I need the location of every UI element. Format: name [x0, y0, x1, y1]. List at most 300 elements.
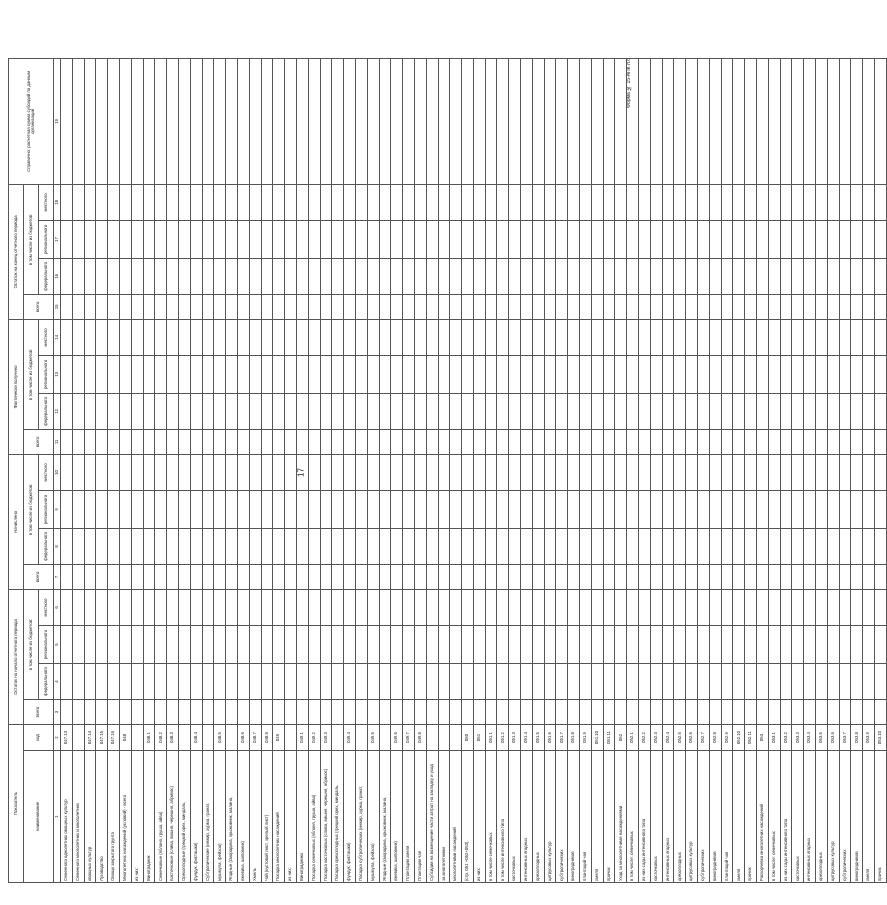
value-cell[interactable]	[709, 490, 721, 528]
value-cell[interactable]	[190, 429, 202, 454]
value-cell[interactable]	[119, 528, 131, 564]
value-cell[interactable]	[674, 564, 686, 589]
value-cell[interactable]	[84, 663, 96, 699]
value-cell[interactable]	[874, 184, 886, 220]
value-cell[interactable]	[450, 699, 462, 724]
value-cell[interactable]	[155, 429, 167, 454]
value-cell[interactable]	[202, 58, 214, 184]
value-cell[interactable]	[473, 699, 485, 724]
value-cell[interactable]	[792, 184, 804, 220]
value-cell[interactable]	[308, 393, 320, 429]
value-cell[interactable]	[391, 625, 403, 663]
value-cell[interactable]	[780, 355, 792, 393]
value-cell[interactable]	[414, 528, 426, 564]
value-cell[interactable]	[603, 355, 615, 393]
value-cell[interactable]	[391, 454, 403, 490]
value-cell[interactable]	[497, 58, 509, 184]
value-cell[interactable]	[167, 625, 179, 663]
value-cell[interactable]	[379, 220, 391, 258]
value-cell[interactable]	[131, 663, 143, 699]
value-cell[interactable]	[119, 699, 131, 724]
value-cell[interactable]	[108, 699, 120, 724]
value-cell[interactable]	[591, 454, 603, 490]
value-cell[interactable]	[178, 528, 190, 564]
value-cell[interactable]	[273, 220, 285, 258]
value-cell[interactable]	[273, 589, 285, 625]
value-cell[interactable]	[521, 589, 533, 625]
value-cell[interactable]	[273, 528, 285, 564]
value-cell[interactable]	[851, 454, 863, 490]
value-cell[interactable]	[450, 663, 462, 699]
value-cell[interactable]	[391, 564, 403, 589]
value-cell[interactable]	[414, 454, 426, 490]
value-cell[interactable]	[143, 184, 155, 220]
value-cell[interactable]	[96, 319, 108, 355]
value-cell[interactable]	[426, 625, 438, 663]
value-cell[interactable]	[497, 528, 509, 564]
value-cell[interactable]	[874, 393, 886, 429]
value-cell[interactable]	[698, 699, 710, 724]
value-cell[interactable]	[698, 319, 710, 355]
value-cell[interactable]	[249, 393, 261, 429]
value-cell[interactable]	[532, 393, 544, 429]
value-cell[interactable]	[367, 429, 379, 454]
value-cell[interactable]	[874, 58, 886, 184]
value-cell[interactable]	[568, 184, 580, 220]
value-cell[interactable]	[237, 355, 249, 393]
value-cell[interactable]	[804, 699, 816, 724]
value-cell[interactable]	[509, 564, 521, 589]
value-cell[interactable]	[119, 589, 131, 625]
value-cell[interactable]	[827, 258, 839, 294]
value-cell[interactable]	[780, 58, 792, 184]
value-cell[interactable]	[532, 699, 544, 724]
value-cell[interactable]	[438, 528, 450, 564]
value-cell[interactable]	[403, 454, 415, 490]
value-cell[interactable]	[344, 699, 356, 724]
value-cell[interactable]	[792, 454, 804, 490]
value-cell[interactable]	[662, 490, 674, 528]
value-cell[interactable]	[839, 490, 851, 528]
value-cell[interactable]	[674, 490, 686, 528]
value-cell[interactable]	[733, 429, 745, 454]
value-cell[interactable]	[591, 429, 603, 454]
value-cell[interactable]	[308, 528, 320, 564]
value-cell[interactable]	[438, 58, 450, 184]
value-cell[interactable]	[450, 429, 462, 454]
value-cell[interactable]	[273, 699, 285, 724]
value-cell[interactable]	[143, 454, 155, 490]
value-cell[interactable]	[615, 564, 627, 589]
value-cell[interactable]	[131, 58, 143, 184]
value-cell[interactable]	[485, 355, 497, 393]
value-cell[interactable]	[273, 184, 285, 220]
value-cell[interactable]	[296, 625, 308, 663]
value-cell[interactable]	[698, 258, 710, 294]
value-cell[interactable]	[839, 294, 851, 319]
value-cell[interactable]	[61, 490, 73, 528]
value-cell[interactable]	[367, 625, 379, 663]
value-cell[interactable]	[190, 528, 202, 564]
value-cell[interactable]	[414, 258, 426, 294]
value-cell[interactable]	[403, 258, 415, 294]
value-cell[interactable]	[202, 429, 214, 454]
value-cell[interactable]	[285, 454, 297, 490]
value-cell[interactable]	[462, 58, 474, 184]
value-cell[interactable]	[662, 294, 674, 319]
value-cell[interactable]	[827, 564, 839, 589]
value-cell[interactable]	[296, 58, 308, 184]
value-cell[interactable]	[344, 319, 356, 355]
value-cell[interactable]	[167, 319, 179, 355]
value-cell[interactable]	[473, 184, 485, 220]
value-cell[interactable]	[686, 564, 698, 589]
value-cell[interactable]	[804, 258, 816, 294]
value-cell[interactable]	[556, 589, 568, 625]
value-cell[interactable]	[438, 355, 450, 393]
value-cell[interactable]	[285, 319, 297, 355]
value-cell[interactable]	[686, 220, 698, 258]
value-cell[interactable]	[285, 58, 297, 184]
value-cell[interactable]	[863, 663, 875, 699]
value-cell[interactable]	[96, 490, 108, 528]
value-cell[interactable]	[379, 355, 391, 393]
value-cell[interactable]	[497, 258, 509, 294]
value-cell[interactable]	[580, 258, 592, 294]
value-cell[interactable]	[178, 220, 190, 258]
value-cell[interactable]	[745, 490, 757, 528]
value-cell[interactable]	[863, 564, 875, 589]
value-cell[interactable]	[296, 454, 308, 490]
value-cell[interactable]	[662, 564, 674, 589]
value-cell[interactable]	[355, 294, 367, 319]
value-cell[interactable]	[686, 528, 698, 564]
value-cell[interactable]	[768, 564, 780, 589]
value-cell[interactable]	[367, 58, 379, 184]
value-cell[interactable]	[768, 220, 780, 258]
value-cell[interactable]	[214, 429, 226, 454]
value-cell[interactable]	[296, 589, 308, 625]
value-cell[interactable]	[320, 355, 332, 393]
value-cell[interactable]	[379, 258, 391, 294]
value-cell[interactable]	[839, 393, 851, 429]
value-cell[interactable]	[155, 294, 167, 319]
value-cell[interactable]	[485, 490, 497, 528]
value-cell[interactable]	[214, 319, 226, 355]
value-cell[interactable]	[190, 663, 202, 699]
value-cell[interactable]	[108, 58, 120, 184]
value-cell[interactable]	[167, 58, 179, 184]
value-cell[interactable]	[827, 429, 839, 454]
value-cell[interactable]	[521, 319, 533, 355]
value-cell[interactable]	[745, 454, 757, 490]
value-cell[interactable]	[285, 220, 297, 258]
value-cell[interactable]	[344, 355, 356, 393]
value-cell[interactable]	[485, 429, 497, 454]
value-cell[interactable]	[143, 699, 155, 724]
value-cell[interactable]	[226, 564, 238, 589]
value-cell[interactable]	[391, 58, 403, 184]
value-cell[interactable]	[84, 58, 96, 184]
value-cell[interactable]	[391, 294, 403, 319]
value-cell[interactable]	[580, 58, 592, 184]
value-cell[interactable]	[84, 589, 96, 625]
value-cell[interactable]	[320, 454, 332, 490]
value-cell[interactable]	[119, 625, 131, 663]
value-cell[interactable]	[96, 184, 108, 220]
value-cell[interactable]	[414, 220, 426, 258]
value-cell[interactable]	[108, 663, 120, 699]
value-cell[interactable]	[709, 699, 721, 724]
value-cell[interactable]	[155, 564, 167, 589]
value-cell[interactable]	[237, 454, 249, 490]
value-cell[interactable]	[580, 564, 592, 589]
value-cell[interactable]	[296, 220, 308, 258]
value-cell[interactable]	[249, 589, 261, 625]
value-cell[interactable]	[627, 393, 639, 429]
value-cell[interactable]	[709, 454, 721, 490]
value-cell[interactable]	[816, 589, 828, 625]
value-cell[interactable]	[403, 625, 415, 663]
value-cell[interactable]	[226, 454, 238, 490]
value-cell[interactable]	[627, 625, 639, 663]
value-cell[interactable]	[615, 355, 627, 393]
value-cell[interactable]	[804, 528, 816, 564]
value-cell[interactable]	[745, 319, 757, 355]
value-cell[interactable]	[391, 319, 403, 355]
value-cell[interactable]	[285, 393, 297, 429]
value-cell[interactable]	[61, 355, 73, 393]
value-cell[interactable]	[84, 564, 96, 589]
value-cell[interactable]	[72, 319, 84, 355]
value-cell[interactable]	[214, 454, 226, 490]
value-cell[interactable]	[155, 184, 167, 220]
value-cell[interactable]	[497, 294, 509, 319]
value-cell[interactable]	[355, 454, 367, 490]
value-cell[interactable]	[674, 454, 686, 490]
value-cell[interactable]	[237, 564, 249, 589]
value-cell[interactable]	[733, 663, 745, 699]
value-cell[interactable]	[627, 184, 639, 220]
value-cell[interactable]	[403, 220, 415, 258]
value-cell[interactable]	[332, 220, 344, 258]
value-cell[interactable]	[650, 625, 662, 663]
value-cell[interactable]	[226, 393, 238, 429]
value-cell[interactable]	[131, 454, 143, 490]
value-cell[interactable]	[568, 589, 580, 625]
value-cell[interactable]	[237, 294, 249, 319]
value-cell[interactable]	[96, 294, 108, 319]
value-cell[interactable]	[591, 258, 603, 294]
value-cell[interactable]	[450, 258, 462, 294]
value-cell[interactable]	[863, 490, 875, 528]
value-cell[interactable]	[768, 294, 780, 319]
value-cell[interactable]	[509, 625, 521, 663]
value-cell[interactable]	[178, 393, 190, 429]
value-cell[interactable]	[61, 184, 73, 220]
value-cell[interactable]	[780, 490, 792, 528]
value-cell[interactable]	[308, 294, 320, 319]
value-cell[interactable]	[674, 393, 686, 429]
value-cell[interactable]	[721, 258, 733, 294]
value-cell[interactable]	[721, 393, 733, 429]
value-cell[interactable]	[839, 699, 851, 724]
value-cell[interactable]	[108, 220, 120, 258]
value-cell[interactable]	[662, 429, 674, 454]
value-cell[interactable]	[344, 220, 356, 258]
value-cell[interactable]	[379, 294, 391, 319]
value-cell[interactable]	[155, 490, 167, 528]
value-cell[interactable]	[639, 564, 651, 589]
value-cell[interactable]	[874, 220, 886, 258]
value-cell[interactable]	[119, 319, 131, 355]
value-cell[interactable]	[698, 454, 710, 490]
value-cell[interactable]	[367, 564, 379, 589]
value-cell[interactable]	[615, 528, 627, 564]
value-cell[interactable]	[745, 528, 757, 564]
value-cell[interactable]	[273, 355, 285, 393]
value-cell[interactable]	[497, 393, 509, 429]
value-cell[interactable]	[745, 58, 757, 184]
value-cell[interactable]	[816, 393, 828, 429]
value-cell[interactable]	[143, 355, 155, 393]
value-cell[interactable]	[780, 294, 792, 319]
value-cell[interactable]	[285, 663, 297, 699]
value-cell[interactable]	[733, 319, 745, 355]
value-cell[interactable]	[827, 184, 839, 220]
value-cell[interactable]	[296, 319, 308, 355]
value-cell[interactable]	[639, 58, 651, 184]
value-cell[interactable]	[84, 355, 96, 393]
value-cell[interactable]	[462, 319, 474, 355]
value-cell[interactable]	[391, 184, 403, 220]
value-cell[interactable]	[96, 564, 108, 589]
value-cell[interactable]	[521, 528, 533, 564]
value-cell[interactable]	[698, 564, 710, 589]
value-cell[interactable]	[509, 663, 521, 699]
value-cell[interactable]	[497, 319, 509, 355]
value-cell[interactable]	[509, 184, 521, 220]
value-cell[interactable]	[532, 355, 544, 393]
value-cell[interactable]	[355, 625, 367, 663]
value-cell[interactable]	[863, 589, 875, 625]
value-cell[interactable]	[332, 699, 344, 724]
value-cell[interactable]	[414, 319, 426, 355]
value-cell[interactable]	[839, 564, 851, 589]
value-cell[interactable]	[473, 393, 485, 429]
value-cell[interactable]	[226, 589, 238, 625]
value-cell[interactable]	[745, 220, 757, 258]
value-cell[interactable]	[226, 294, 238, 319]
value-cell[interactable]	[344, 393, 356, 429]
value-cell[interactable]	[792, 699, 804, 724]
value-cell[interactable]	[650, 294, 662, 319]
value-cell[interactable]	[273, 429, 285, 454]
value-cell[interactable]	[308, 564, 320, 589]
value-cell[interactable]	[733, 699, 745, 724]
value-cell[interactable]	[332, 58, 344, 184]
value-cell[interactable]	[403, 663, 415, 699]
value-cell[interactable]	[615, 699, 627, 724]
value-cell[interactable]	[285, 699, 297, 724]
value-cell[interactable]	[485, 319, 497, 355]
value-cell[interactable]	[721, 454, 733, 490]
value-cell[interactable]	[497, 490, 509, 528]
value-cell[interactable]	[414, 294, 426, 319]
value-cell[interactable]	[355, 663, 367, 699]
value-cell[interactable]	[509, 319, 521, 355]
value-cell[interactable]	[521, 625, 533, 663]
value-cell[interactable]	[532, 589, 544, 625]
value-cell[interactable]	[863, 393, 875, 429]
value-cell[interactable]	[603, 699, 615, 724]
value-cell[interactable]	[851, 490, 863, 528]
value-cell[interactable]	[332, 490, 344, 528]
value-cell[interactable]	[450, 393, 462, 429]
value-cell[interactable]	[863, 429, 875, 454]
value-cell[interactable]	[143, 528, 155, 564]
value-cell[interactable]	[473, 319, 485, 355]
value-cell[interactable]	[662, 319, 674, 355]
value-cell[interactable]	[532, 625, 544, 663]
value-cell[interactable]	[167, 589, 179, 625]
value-cell[interactable]	[816, 564, 828, 589]
value-cell[interactable]	[816, 625, 828, 663]
value-cell[interactable]	[285, 625, 297, 663]
value-cell[interactable]	[226, 184, 238, 220]
value-cell[interactable]	[320, 258, 332, 294]
value-cell[interactable]	[403, 58, 415, 184]
value-cell[interactable]	[379, 490, 391, 528]
value-cell[interactable]	[698, 220, 710, 258]
value-cell[interactable]	[615, 258, 627, 294]
value-cell[interactable]	[757, 184, 769, 220]
value-cell[interactable]	[580, 355, 592, 393]
value-cell[interactable]	[226, 528, 238, 564]
value-cell[interactable]	[108, 355, 120, 393]
value-cell[interactable]	[214, 663, 226, 699]
value-cell[interactable]	[190, 319, 202, 355]
value-cell[interactable]	[745, 663, 757, 699]
value-cell[interactable]	[639, 663, 651, 699]
value-cell[interactable]	[202, 258, 214, 294]
value-cell[interactable]	[214, 589, 226, 625]
value-cell[interactable]	[320, 58, 332, 184]
value-cell[interactable]	[96, 454, 108, 490]
value-cell[interactable]	[863, 625, 875, 663]
value-cell[interactable]	[521, 258, 533, 294]
value-cell[interactable]	[733, 294, 745, 319]
value-cell[interactable]	[119, 663, 131, 699]
value-cell[interactable]	[556, 220, 568, 258]
value-cell[interactable]	[261, 294, 273, 319]
value-cell[interactable]	[143, 429, 155, 454]
value-cell[interactable]	[414, 564, 426, 589]
value-cell[interactable]	[568, 429, 580, 454]
value-cell[interactable]	[296, 355, 308, 393]
value-cell[interactable]	[426, 429, 438, 454]
value-cell[interactable]	[178, 490, 190, 528]
value-cell[interactable]	[839, 429, 851, 454]
value-cell[interactable]	[308, 355, 320, 393]
value-cell[interactable]	[84, 699, 96, 724]
value-cell[interactable]	[332, 625, 344, 663]
value-cell[interactable]	[167, 355, 179, 393]
value-cell[interactable]	[521, 490, 533, 528]
value-cell[interactable]	[709, 58, 721, 184]
value-cell[interactable]	[568, 294, 580, 319]
value-cell[interactable]	[556, 258, 568, 294]
